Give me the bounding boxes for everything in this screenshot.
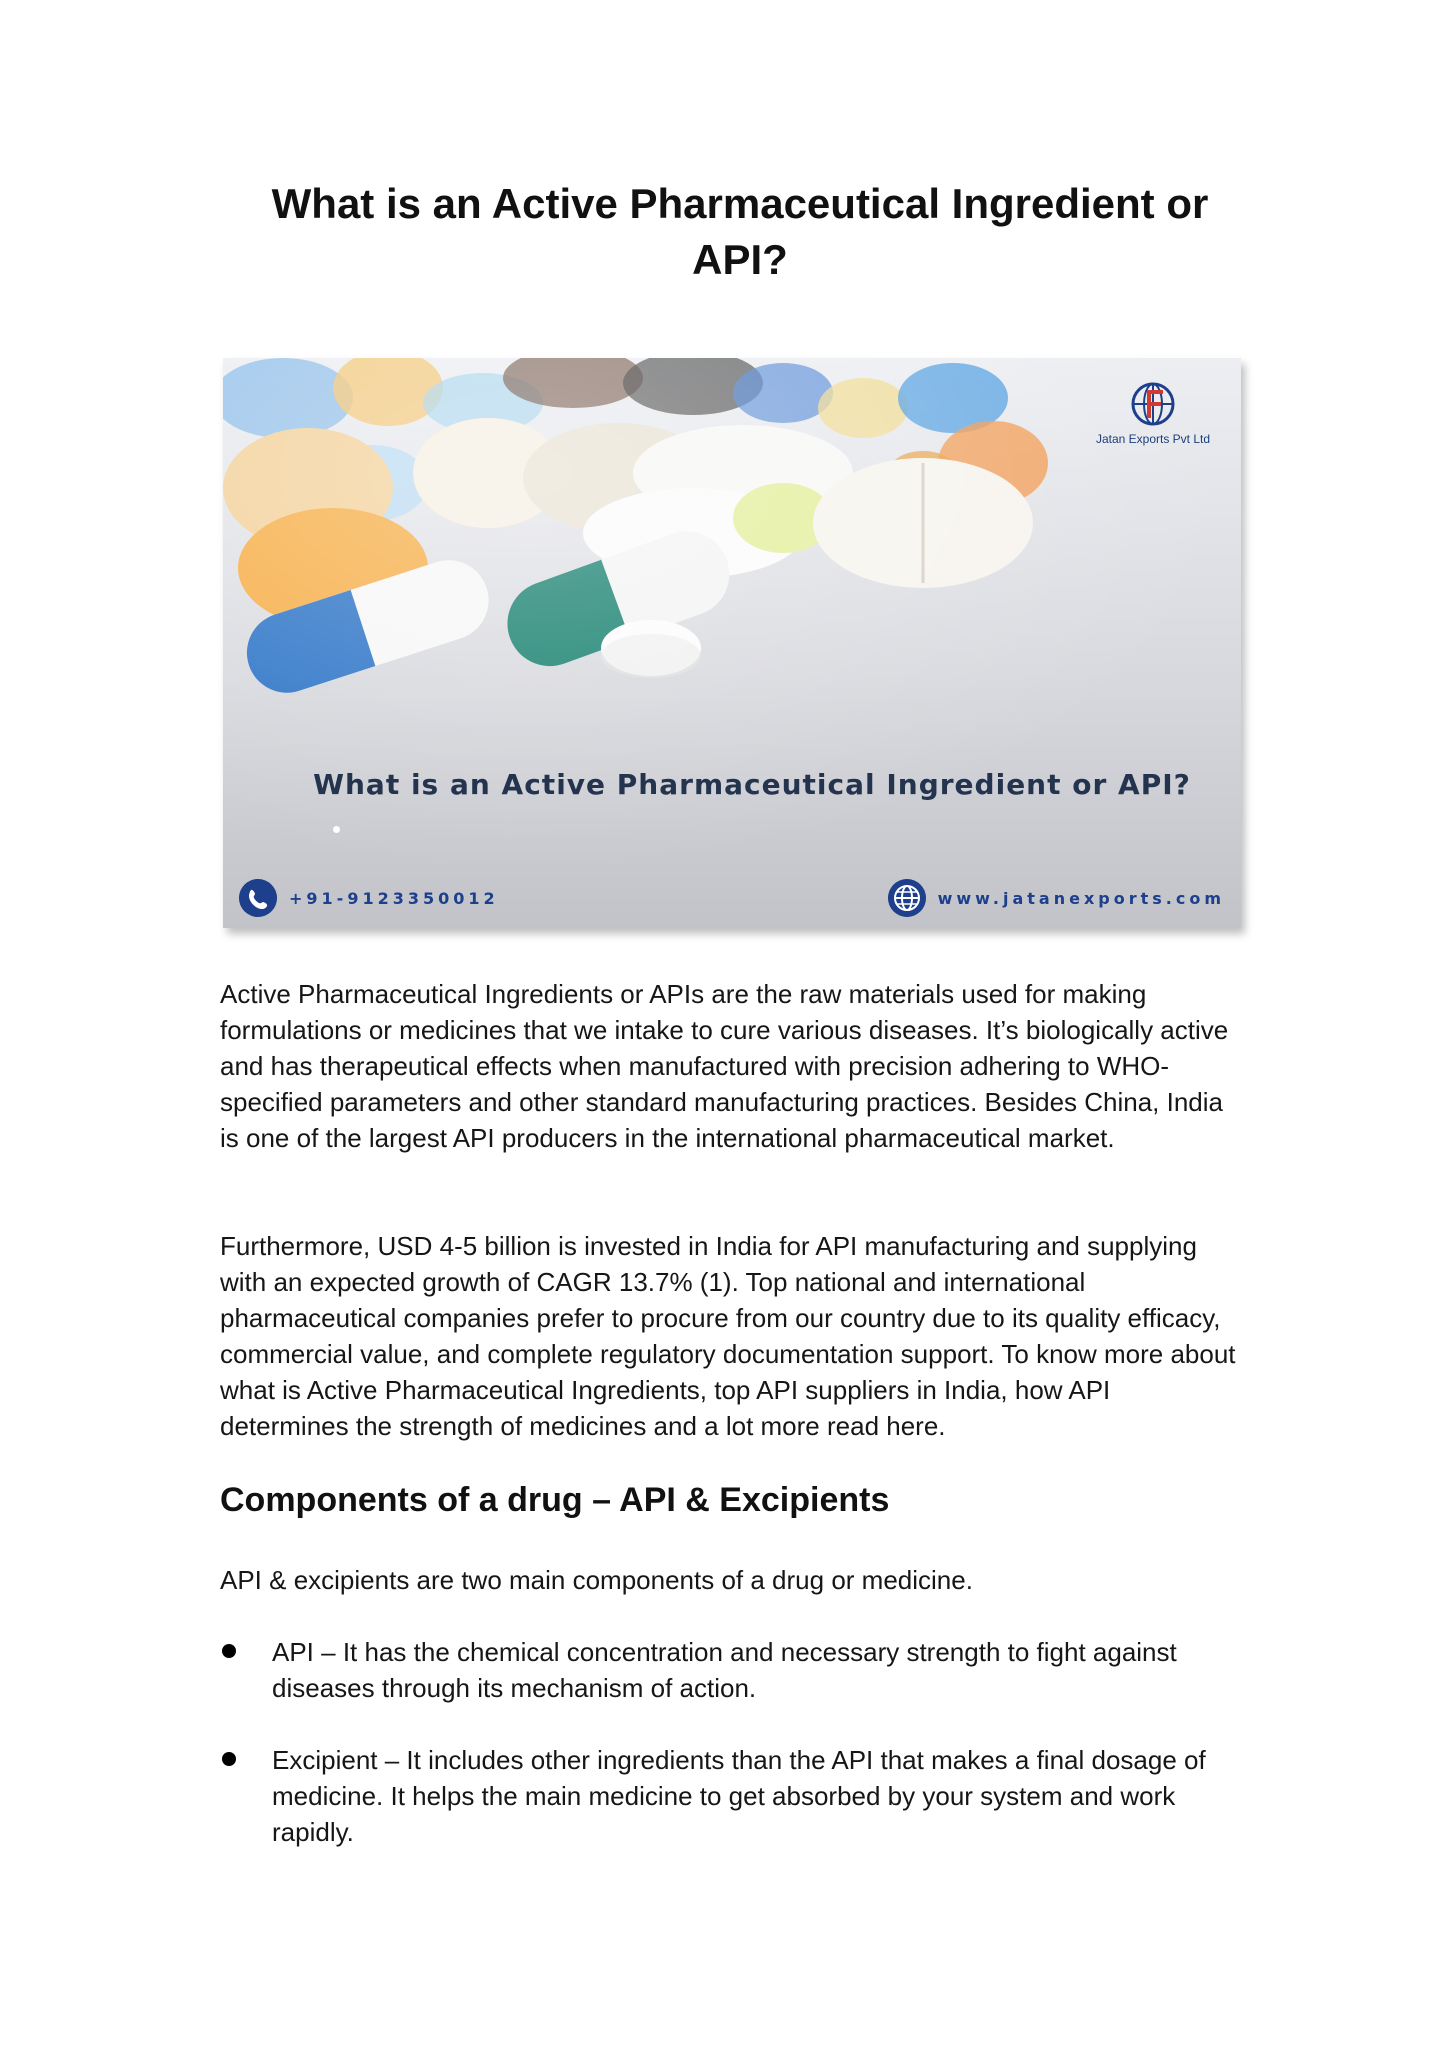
section-heading: Components of a drug – API & Excipients (220, 1481, 890, 1519)
components-list (220, 1634, 1240, 1886)
website-url: www.jatanexports.com (937, 888, 1225, 908)
hero-caption: What is an Active Pharmaceutical Ingredient or API? (313, 768, 1191, 801)
bullet-icon (222, 1644, 236, 1658)
company-logo (1083, 380, 1223, 446)
globe-icon (888, 879, 926, 917)
page-title: What is an Active Pharmaceutical Ingredient or API? (271, 180, 1209, 283)
phone-contact (239, 878, 499, 918)
list-item (220, 1742, 1240, 1850)
decorative-dot (333, 826, 340, 833)
intro-paragraph: Active Pharmaceutical Ingredients or APIs are the raw materials used for making formulations or medicines that we intake to cure various diseases. It’s biologically active and has therapeutical effects when manufactured with precision adhering to WHO-specified parameters and other standard manufacturing practices. Besides China, India is one of the largest API producers in the international pharmaceutical market. (220, 979, 1229, 1153)
section-intro: API & excipients are two main components of a drug or medicine. (220, 1565, 973, 1595)
company-name: Jatan Exports Pvt Ltd (1095, 432, 1211, 446)
list-item-text: API – It has the chemical concentration and necessary strength to fight against diseases through its mechanism of action. (272, 1637, 1177, 1703)
globe-logo-icon (1129, 380, 1177, 428)
list-item-text: Excipient – It includes other ingredients than the API that makes a final dosage of medicine. It helps the main medicine to get absorbed by your system and work rapidly. (272, 1745, 1206, 1847)
list-item (220, 1634, 1240, 1706)
investment-paragraph: Furthermore, USD 4-5 billion is invested in India for API manufacturing and supplying with an expected growth of CAGR 13.7% (1). Top national and international pharmaceutical companies prefer to procure from our country due to its quality efficacy, commercial value, and complete regulatory documentation support. To know more about what is Active Pharmaceutical Ingredients, top API suppliers in India, how API determines the strength of medicines and a lot more read here. (220, 1231, 1236, 1441)
hero-image (223, 358, 1241, 928)
phone-icon (239, 879, 277, 917)
phone-number: +91-9123350012 (289, 888, 499, 908)
hero-contact-bar (223, 878, 1241, 918)
bullet-icon (222, 1752, 236, 1766)
website-contact (888, 878, 1225, 918)
